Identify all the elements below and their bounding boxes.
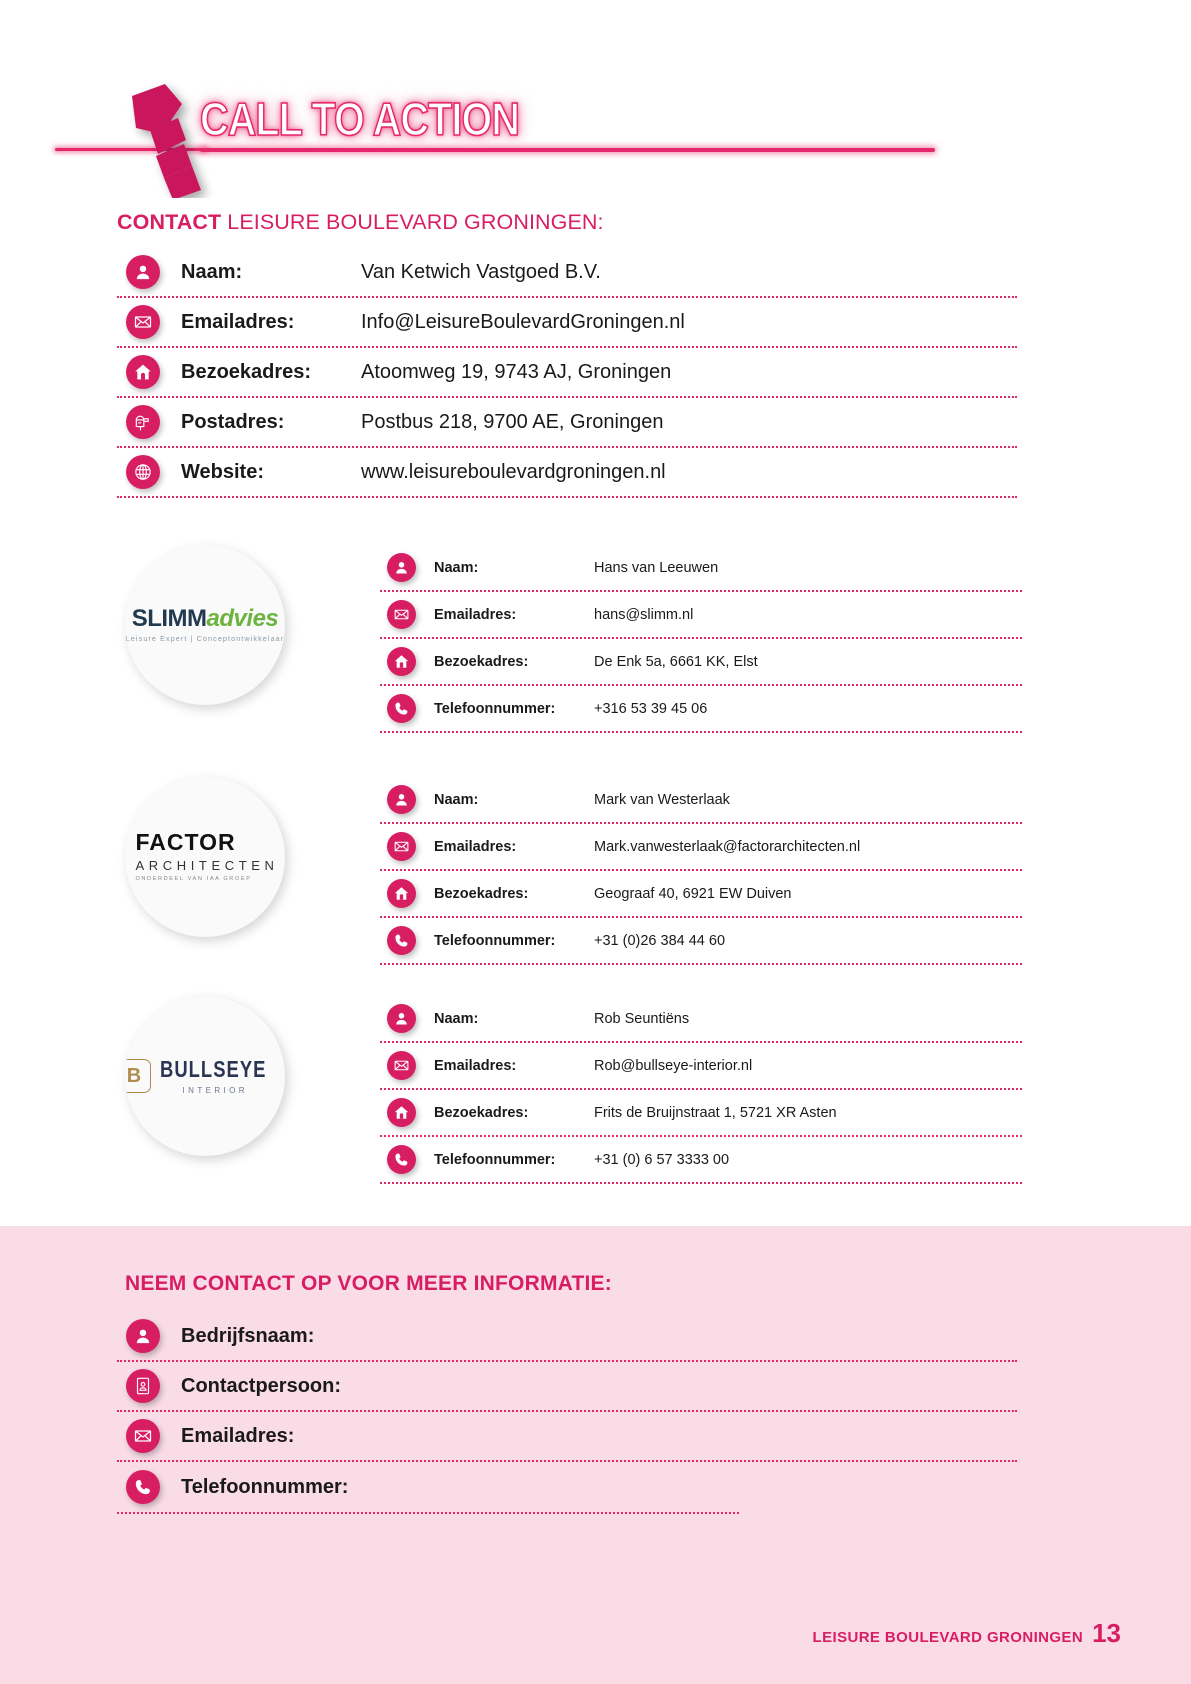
section-title-bold: CONTACT (117, 210, 222, 234)
contact-row (117, 1462, 1017, 1512)
contact-row-label: Emailadres: (434, 838, 517, 855)
contact-row (117, 298, 1017, 348)
contact-row (380, 686, 1022, 733)
contact-row-value: Mark van Westerlaak (594, 791, 730, 808)
contact-row (380, 996, 1022, 1043)
more-info-last-divider (117, 1512, 739, 1514)
contact-row (380, 777, 1022, 824)
contact-row (380, 1043, 1022, 1090)
bullseye-monogram-icon (125, 1059, 151, 1093)
slimm-name-green: advies (206, 605, 279, 633)
contact-row (117, 348, 1017, 398)
contact-row-label: Contactpersoon: (181, 1374, 341, 1397)
contact-row-value: +31 (0) 6 57 3333 00 (594, 1151, 730, 1168)
phone-icon (387, 694, 416, 723)
more-info-title: NEEM CONTACT OP VOOR MEER INFORMATIE: (125, 1272, 612, 1295)
bullseye-name-main: BULLSEYE (159, 1055, 267, 1082)
bullseye-interior-logo (125, 996, 285, 1156)
contact-row (380, 1137, 1022, 1184)
contact-row-label: Emailadres: (434, 606, 517, 623)
bullseye-name-sub: INTERIOR (182, 1085, 248, 1095)
contact-row-value: Geograaf 40, 6921 EW Duiven (594, 885, 792, 902)
factor-architecten-logo (125, 777, 285, 937)
contact-row-value: +316 53 39 45 06 (594, 700, 708, 717)
contact-row-value: hans@slimm.nl (594, 606, 694, 623)
contact-row (380, 871, 1022, 918)
envelope-icon (126, 1419, 160, 1453)
factor-name-sub: ARCHITECTEN (135, 858, 279, 874)
contact-row-label: Telefoonnummer: (434, 932, 556, 949)
contact-row-value: Van Ketwich Vastgoed B.V. (361, 260, 601, 283)
section-title-rest: LEISURE BOULEVARD GRONINGEN: (221, 210, 604, 234)
header-rule-right (200, 148, 935, 152)
partner-rows-slimm (380, 545, 1022, 733)
slimm-name-dark: SLIMM (131, 605, 207, 633)
factor-name-main: FACTOR (135, 829, 236, 856)
phone-icon (126, 1470, 160, 1504)
contact-row (380, 592, 1022, 639)
footer-label: LEISURE BOULEVARD GRONINGEN (812, 1629, 1084, 1646)
person-icon (387, 553, 416, 582)
contact-row-value: Atoomweg 19, 9743 AJ, Groningen (361, 360, 672, 383)
phone-icon (387, 1145, 416, 1174)
contact-row (117, 398, 1017, 448)
contact-row (117, 1362, 1017, 1412)
contact-row (380, 545, 1022, 592)
person-icon (387, 1004, 416, 1033)
envelope-icon (387, 600, 416, 629)
home-icon (387, 879, 416, 908)
page-number: 13 (1092, 1618, 1121, 1648)
contact-row (380, 639, 1022, 686)
contact-row-label: Bezoekadres: (434, 653, 529, 670)
contact-row (380, 918, 1022, 965)
contact-row-value: Rob Seuntiëns (594, 1010, 690, 1027)
contact-row-value: Postbus 218, 9700 AE, Groningen (361, 410, 664, 433)
contact-row-value: Info@LeisureBoulevardGroningen.nl (361, 310, 685, 333)
main-contact-table (117, 248, 1017, 498)
contact-row-value: De Enk 5a, 6661 KK, Elst (594, 653, 758, 670)
envelope-icon (387, 832, 416, 861)
contact-row (380, 1090, 1022, 1137)
contact-row-value: Hans van Leeuwen (594, 559, 719, 576)
contact-row-label: Bezoekadres: (181, 360, 312, 383)
contact-row-value: Mark.vanwesterlaak@factorarchitecten.nl (594, 838, 861, 855)
contact-row-label: Naam: (434, 559, 479, 576)
contact-row-label: Emailadres: (181, 310, 295, 333)
contact-row (117, 1412, 1017, 1462)
contact-row-value: Rob@bullseye-interior.nl (594, 1057, 753, 1074)
contact-row-label: Emailadres: (434, 1057, 517, 1074)
page-title: CALL TO ACTION (200, 93, 520, 145)
contact-section-title (117, 210, 604, 235)
contact-row-value: www.leisureboulevardgroningen.nl (361, 460, 666, 483)
person-icon (126, 1319, 160, 1353)
home-icon (126, 355, 160, 389)
contact-row-label: Website: (181, 460, 264, 483)
contact-row-value: Frits de Bruijnstraat 1, 5721 XR Asten (594, 1104, 837, 1121)
contact-row-label: Telefoonnummer: (434, 1151, 556, 1168)
contact-row (117, 248, 1017, 298)
contact-row-label: Bedrijfsnaam: (181, 1324, 315, 1347)
mailbox-icon (126, 405, 160, 439)
person-icon (126, 255, 160, 289)
contact-row-label: Postadres: (181, 410, 285, 433)
contact-row-label: Telefoonnummer: (181, 1475, 349, 1498)
partner-rows-bullseye (380, 996, 1022, 1184)
factor-tagline: ONDERDEEL VAN IAA GROEP (135, 876, 252, 883)
contact-card-icon (126, 1369, 160, 1403)
contact-row-label: Telefoonnummer: (434, 700, 556, 717)
slimm-tagline: Leisure Expert | Conceptontwikkelaar (125, 634, 285, 644)
home-icon (387, 1098, 416, 1127)
page-header (0, 0, 1191, 185)
person-icon (387, 785, 416, 814)
contact-row (380, 824, 1022, 871)
slimm-advies-logo (125, 545, 285, 705)
globe-icon (126, 455, 160, 489)
contact-row-label: Naam: (181, 260, 243, 283)
contact-row (117, 1312, 1017, 1362)
page-footer (813, 1618, 1121, 1649)
contact-row-label: Emailadres: (181, 1424, 295, 1447)
contact-row-value: +31 (0)26 384 44 60 (594, 932, 726, 949)
envelope-icon (126, 305, 160, 339)
envelope-icon (387, 1051, 416, 1080)
contact-row-label: Bezoekadres: (434, 885, 529, 902)
partner-rows-factor (380, 777, 1022, 965)
contact-row-label: Naam: (434, 1010, 479, 1027)
home-icon (387, 647, 416, 676)
contact-row (117, 448, 1017, 498)
more-info-section (0, 1226, 1191, 1684)
contact-row-label: Naam: (434, 791, 479, 808)
phone-icon (387, 926, 416, 955)
contact-row-label: Bezoekadres: (434, 1104, 529, 1121)
more-info-table (117, 1312, 1017, 1512)
